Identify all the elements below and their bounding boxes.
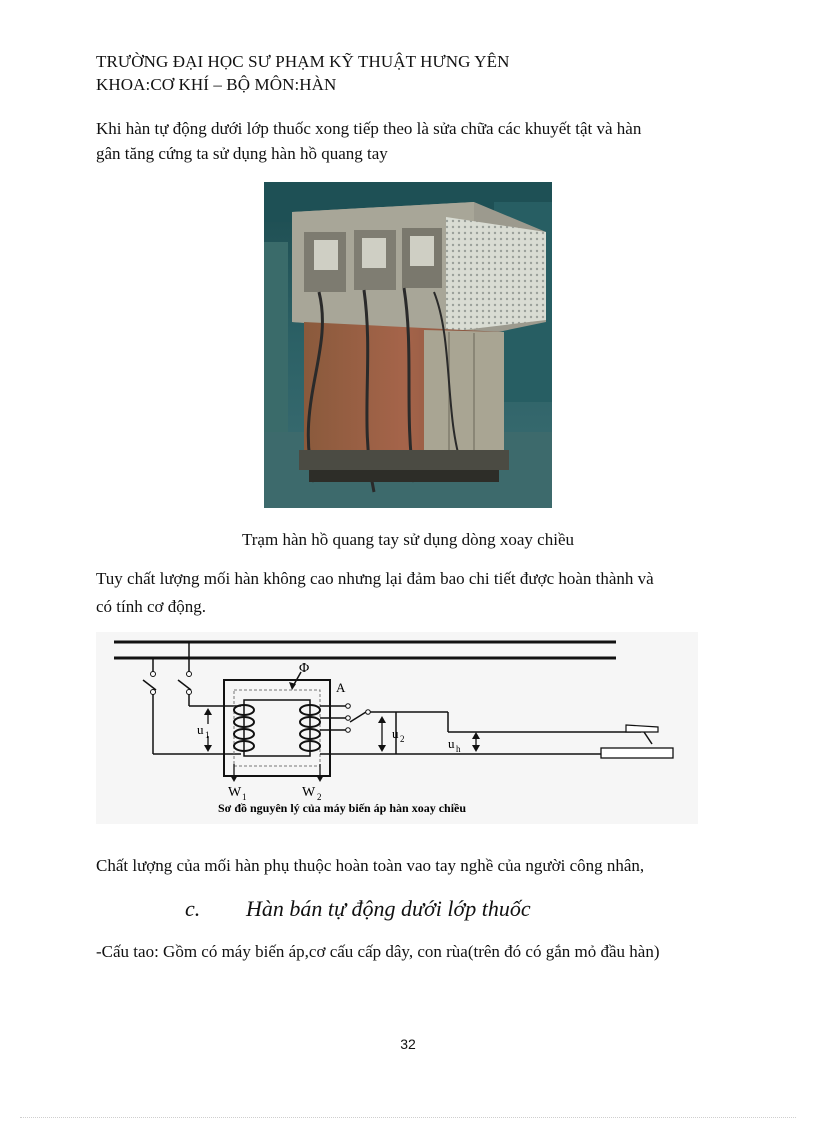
paragraph-1-line-2: gân tăng cứng ta sử dụng hàn hồ quang tay [96, 144, 388, 163]
paragraph-1-line-1: Khi hàn tự động dưới lớp thuốc xong tiếp theo là sửa chữa các khuyết tật và hàn [96, 119, 642, 138]
diagram-caption: Sơ đồ nguyên lý của máy biến áp hàn xoay chiều [218, 801, 467, 815]
page-bottom-border [20, 1117, 796, 1118]
section-heading-letter: c. [185, 896, 201, 921]
label-u2-sub: 2 [400, 734, 405, 744]
label-w1: W [228, 785, 242, 800]
label-u1-sub: 1 [205, 730, 210, 740]
header-school-name: TRƯỜNG ĐẠI HỌC SƯ PHẠM KỸ THUẬT HƯNG YÊN [96, 52, 510, 71]
label-flux: Φ [299, 661, 310, 676]
paragraph-3: Chất lượng của mối hàn phụ thuộc hoàn toàn vao tay nghề của người công nhân, [96, 856, 645, 875]
section-heading-title: Hàn bán tự động dưới lớp thuốc [246, 896, 531, 921]
label-w2: W [302, 785, 316, 800]
paragraph-4: -Cấu tao: Gồm có máy biến áp,cơ cấu cấp dây, con rùa(trên đó có gắn mỏ đầu hàn) [96, 942, 660, 961]
label-u2: u [392, 726, 399, 741]
paragraph-2-line-2: có tính cơ động. [96, 597, 207, 616]
label-uh-sub: h [456, 744, 461, 754]
label-w2-sub: 2 [317, 792, 322, 802]
header-faculty: KHOA:CƠ KHÍ – BỘ MÔN:HÀN [96, 75, 337, 94]
workpiece [601, 748, 673, 758]
label-u1: u [197, 722, 204, 737]
transformer-schematic [96, 632, 698, 824]
label-uh: u [448, 736, 455, 751]
page-number: 32 [400, 1036, 416, 1052]
label-a: A [336, 680, 346, 695]
welding-station-photo [264, 182, 552, 508]
photo-caption: Trạm hàn hồ quang tay sử dụng dòng xoay chiều [241, 530, 574, 549]
paragraph-2-line-1: Tuy chất lượng mối hàn không cao nhưng lại đảm bao chi tiết được hoàn thành và [96, 569, 654, 588]
label-w1-sub: 1 [242, 792, 247, 802]
